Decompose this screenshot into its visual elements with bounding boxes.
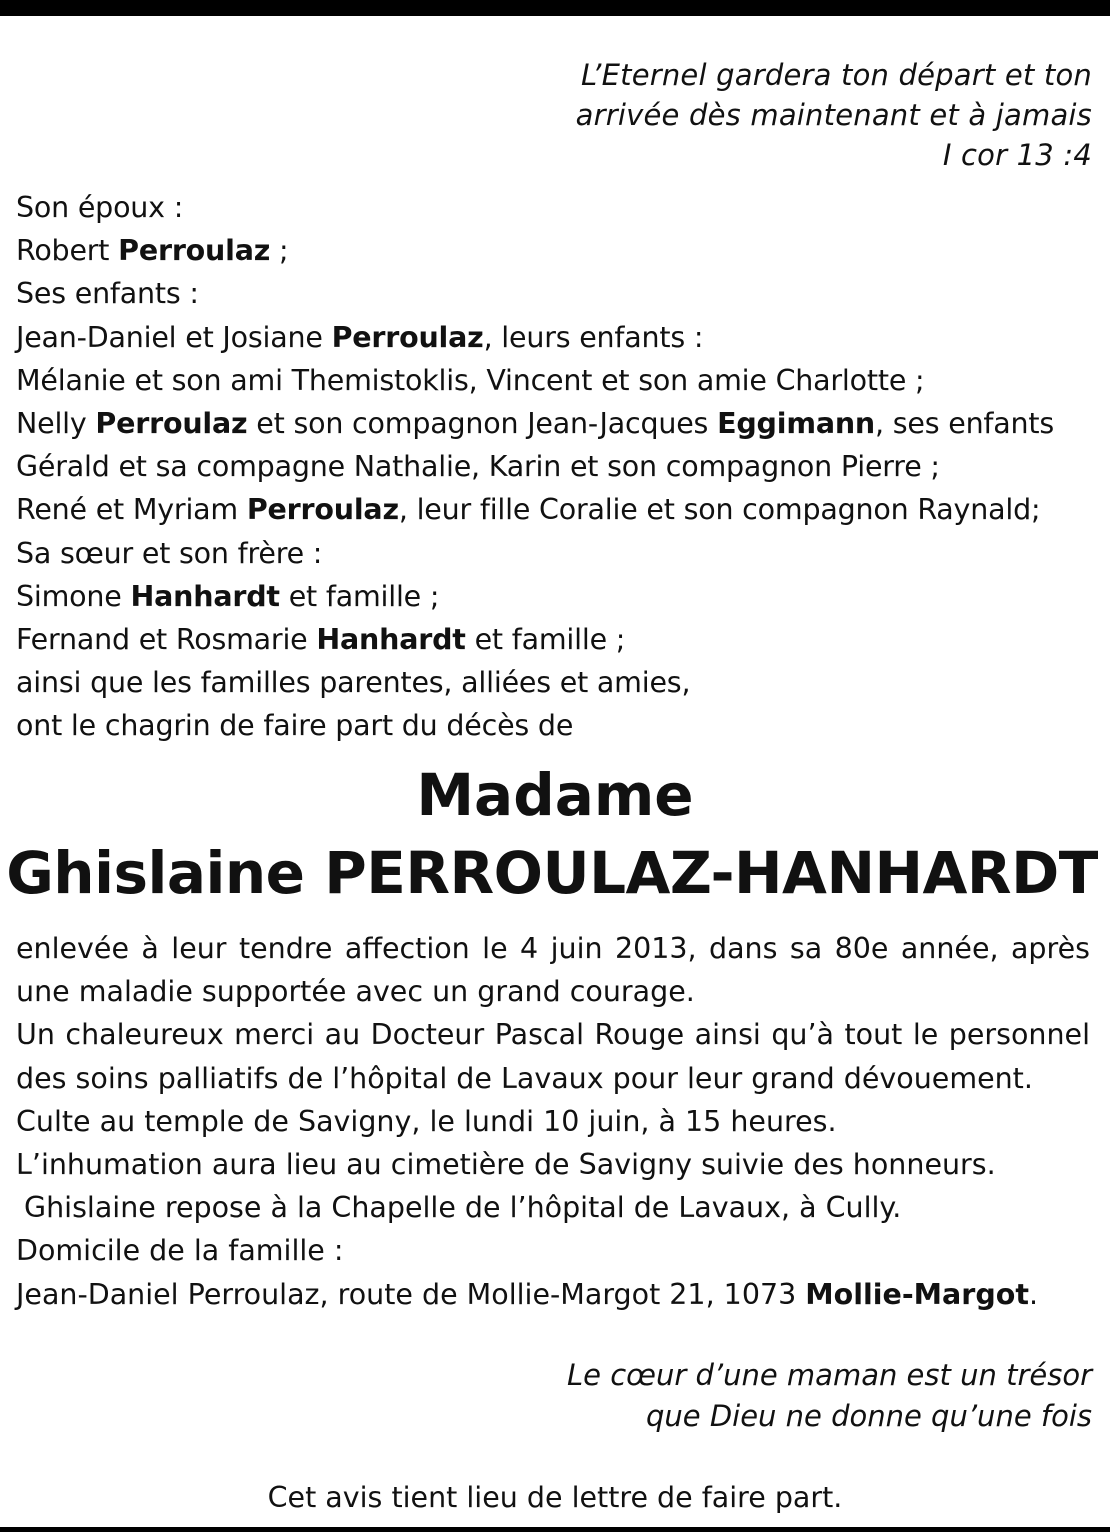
text-segment: . [1028,1277,1039,1311]
deceased-honorific: Madame [416,761,694,829]
deceased-name: Ghislaine PERROULAZ-HANHARDT [6,839,1098,907]
verse-line: arrivée dès maintenant et à jamais [575,98,1092,132]
body-paragraph: Domicile de la famille : [16,1234,344,1268]
surname: Eggimann [717,407,876,441]
surname: Perroulaz [95,407,248,441]
text-segment: , ses enfants [875,407,1055,441]
family-line [16,575,1096,618]
family-line [16,488,1096,531]
family-line [16,316,1096,359]
text-segment: et son compagnon Jean-Jacques [247,407,718,441]
text-segment: ; [270,234,289,268]
body-paragraph: Un chaleureux merci au Docteur Pascal Rouge ainsi qu’à tout le personnel des soins palliatifs de l’hôpital de Lavaux pour leur grand dévouement. [16,1018,1090,1095]
verse-reference: I cor 13 :4 [942,138,1092,172]
notice-line: Cet avis tient lieu de lettre de faire part. [267,1481,843,1514]
text-segment: et famille ; [465,623,626,657]
text-segment: Simone [16,579,131,613]
body-paragraph: Culte au temple de Savigny, le lundi 10 juin, à 15 heures. [16,1104,837,1138]
family-line [16,402,1096,445]
surname: Perroulaz [331,320,484,354]
text-segment: Fernand et Rosmarie [16,623,317,657]
family-announcement [16,186,1096,748]
bottom-border-rule [0,1527,1110,1532]
closing-line: Le cœur d’une maman est un trésor [566,1358,1092,1392]
family-address [16,1273,1090,1316]
family-line: Gérald et sa compagne Nathalie, Karin et son compagnon Pierre ; [16,450,940,484]
top-border-rule [0,0,1110,16]
surname: Hanhardt [130,579,280,613]
family-line: Sa sœur et son frère : [16,536,323,570]
place-name: Mollie-Margot [805,1277,1029,1311]
epigraph-verse [492,55,1092,175]
family-line: Son époux : [16,191,184,224]
text-segment: René et Myriam [16,493,247,527]
body-paragraph: L’inhumation aura lieu au cimetière de Savigny suivie des honneurs. [16,1148,996,1182]
closing-line: que Dieu ne donne qu’une fois [645,1399,1092,1433]
family-line [16,229,1096,272]
text-segment: Robert [16,234,119,268]
body-paragraph: enlevée à leur tendre affection le 4 juin 2013, dans sa 80e année, après une maladie supportée avec un grand courage. [16,932,1090,1009]
text-segment: Jean-Daniel Perroulaz, route de Mollie-Margot 21, 1073 [16,1277,806,1311]
family-line: ainsi que les familles parentes, alliées et amies, [16,666,691,700]
family-line: Mélanie et son ami Themistoklis, Vincent et son amie Charlotte ; [16,363,925,397]
surname: Perroulaz [246,493,399,527]
family-line: Ses enfants : [16,277,199,311]
surname: Hanhardt [316,623,466,657]
family-line [16,618,1096,661]
surname: Perroulaz [118,234,271,268]
closing-quote [392,1355,1092,1437]
verse-line: L’Eternel gardera ton départ et ton [581,58,1092,92]
body-paragraph: Ghislaine repose à la Chapelle de l’hôpital de Lavaux, à Cully. [24,1191,902,1225]
announcement-body [16,927,1090,1316]
text-segment: , leurs enfants : [483,320,704,354]
text-segment: , leur fille Coralie et son compagnon Raynald; [398,493,1041,527]
text-segment: et famille ; [279,579,440,613]
text-segment: Jean-Daniel et Josiane [16,320,332,354]
text-segment: Nelly [16,407,96,441]
family-line: ont le chagrin de faire part du décès de [16,709,574,743]
